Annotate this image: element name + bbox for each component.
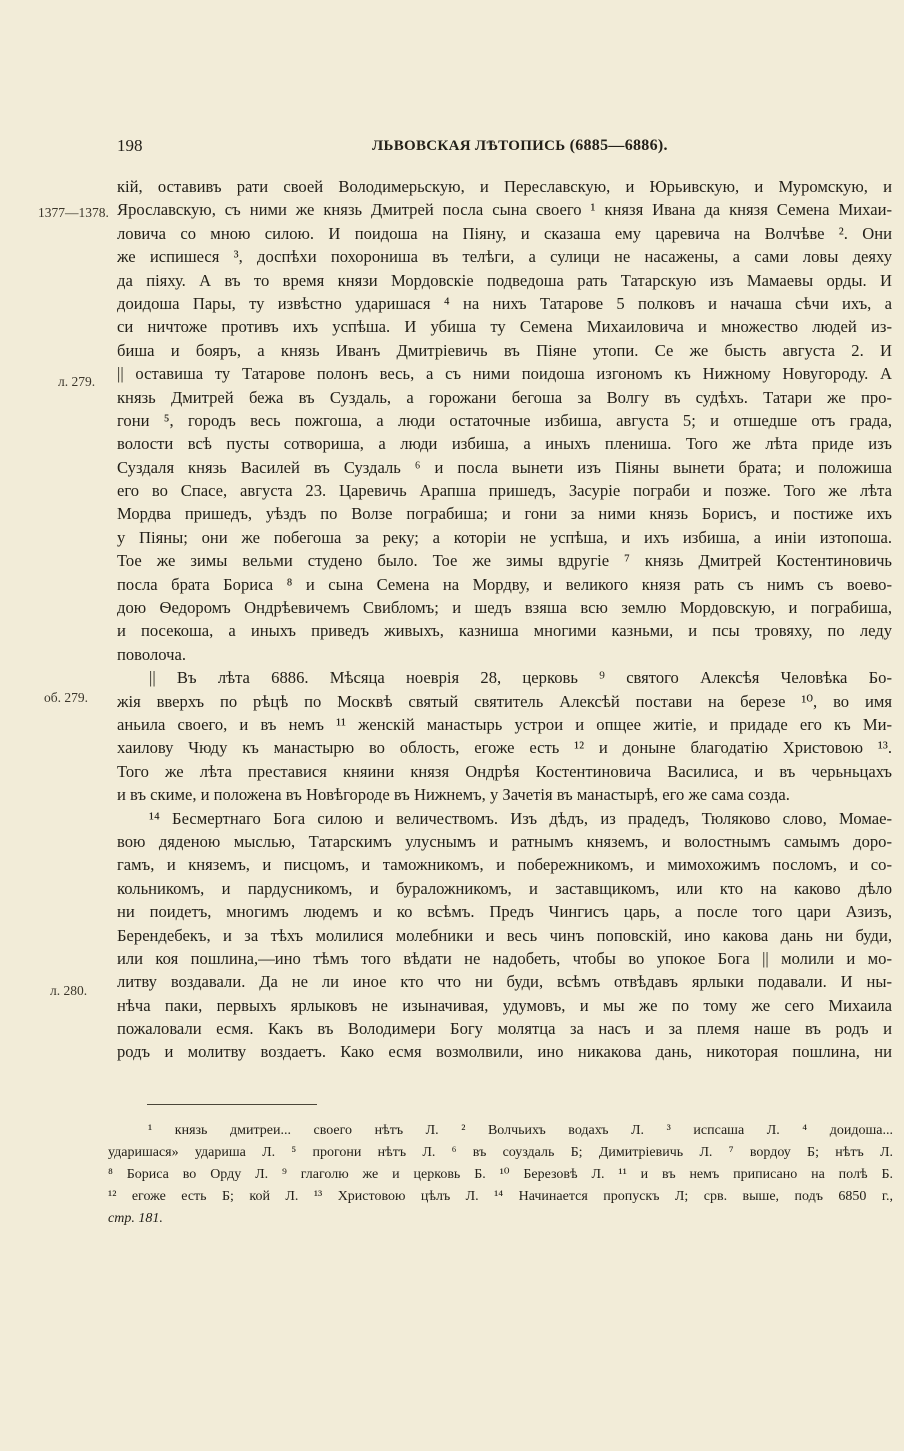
text-line: литву воздавали. Да не ли иное кто что ни буди, всѣмъ отвѣдавъ ярлыки подавали. И ны- xyxy=(117,972,892,992)
text-line: князь Дмитрей бежа въ Суздаль, а горожани бегоша за Волгу въ судѣхъ. Татари же про- xyxy=(117,387,892,407)
text-line: гамъ, и княземъ, и писцомъ, и таможникомъ, и побережникомъ, и мимохожимъ посломъ, и со- xyxy=(117,855,892,875)
footnotes xyxy=(108,1120,893,1230)
margin-note-leaf: л. 279. xyxy=(58,374,96,389)
margin-note-leaf: л. 280. xyxy=(50,983,88,998)
page-header xyxy=(117,136,889,162)
text-line: биша и бояръ, а князь Иванъ Дмитріевичь въ Піяне утопи. Се же бысть августа 2. И xyxy=(117,340,892,360)
text-line: и посекоша, а иныхъ приведъ живыхъ, казниша многими казньми, и псы тровяху, по леду xyxy=(117,621,892,641)
text-line: дою Ѳедоромъ Ондрѣевичемъ Свибломъ; и шедъ взяша всю землю Мордовскую, и пограбиша, xyxy=(117,598,892,618)
text-line: да піяху. А въ то время князи Мордовскіе подведоша рать Татарскую изъ Мамаевы орды. И xyxy=(117,270,892,290)
text-line xyxy=(117,1064,892,1087)
footnote-line: ¹² егоже есть Б; кой Л. ¹³ Христовою цѣлъ Л. ¹⁴ Начинается пропускъ Л; срв. выше, подъ 6850 г., xyxy=(108,1189,893,1204)
text-line: Берендебекъ, и за тѣхъ молилися молебники и весь чинъ поповскій, ино какова дань ни буди, xyxy=(117,925,892,945)
footnote-line: стр. 181. xyxy=(108,1211,163,1226)
text-line: Ярославскую, съ ними же князь Дмитрей посла сына своего ¹ князя Ивана да князя Семена Михаи- xyxy=(117,200,892,220)
running-title-years: (6885—6886). xyxy=(569,137,668,154)
text-line: || Въ лѣта 6886. Мѣсяца ноеврія 28, церковь ⁹ святого Алексѣя Человѣка Бо- xyxy=(149,668,892,688)
page-number: 198 xyxy=(117,136,143,155)
text-line: доидоша Пары, ту извѣстно ударишася ⁴ на нихъ Татарове 5 полковъ и начаша сѣчи ихъ, а xyxy=(117,293,892,313)
text-line: поволоча. xyxy=(117,644,186,664)
text-line: ловича со мною силою. И поидоша на Піяну, и сказаша ему царевича на Волчѣве ². Они xyxy=(117,223,892,243)
text-line: кій, оставивъ рати своей Володимерьскую, и Переславскую, и Юрьивскую, и Муромскую, и xyxy=(117,177,892,196)
text-line: пожаловали есмя. Какъ въ Володимери Богу молятца за насъ и за племя наше въ родъ и xyxy=(117,1019,892,1039)
footnote-line: ударишася» удариша Л. ⁵ прогони нѣтъ Л. ⁶ въ соуздаль Б; Димитріевичь Л. ⁷ вордоу Б; нѣтъ Л. xyxy=(108,1145,893,1160)
text-line: Тое же зимы вельми студено было. Тое же зимы вдругіе ⁷ князь Дмитрей Костентиновичь xyxy=(117,551,892,571)
text-line: нѣча паки, первыхъ ярлыковъ не изыначивая, удумовъ, и мы же по тому же сего Михаила xyxy=(117,995,892,1015)
text-line: Суздаля князь Василей въ Суздаль ⁶ и посла вынети изъ Піяны вынети брата; и положиша xyxy=(117,457,892,477)
footnote-line: ¹ князь дмитреи... своего нѣтъ Л. ² Волчьихъ водахъ Л. ³ испсаша Л. ⁴ доидоша... xyxy=(148,1123,893,1138)
text-line: его во Спасе, августа 23. Царевичь Арапша пришедъ, Засуріе пограби и позже. Того же лѣта xyxy=(117,481,892,501)
text-line: и въ скиме, и положена въ Новѣгороде въ Нижнемъ, у Зачетія въ манастырѣ, его же сама созда. xyxy=(117,785,790,805)
text-line: родъ и молитву воздаетъ. Како есмя возмолвили, ино никакова дань, никоторая пошлина, ни xyxy=(117,1042,892,1062)
footnote-line: ⁸ Бориса во Орду Л. ⁹ глаголю же и церковь Б. ¹⁰ Березовѣ Л. ¹¹ и въ немъ приписано на полѣ Б. xyxy=(108,1167,893,1182)
footnote-divider xyxy=(147,1104,317,1105)
margin-note-leaf-verso: об. 279. xyxy=(44,690,88,705)
text-line: волости всѣ пусты сотвориша, а люди избиша, а иныхъ плениша. Того же лѣта приде изъ xyxy=(117,434,892,454)
running-title-text: ЛЬВОВСКАЯ ЛѢТОПИСЬ xyxy=(372,138,566,154)
text-line: Того же лѣта преставися княини князя Ондрѣя Костентиновича Василиса, и въ черьньцахъ xyxy=(117,761,892,781)
running-title xyxy=(372,137,668,155)
text-line: жія вверхъ по рѣцѣ по Москвѣ святый святитель Алексѣй постави на березе ¹⁰, во имя xyxy=(117,691,892,711)
text-line: гони ⁵, городъ весь пожгоша, а люди остаточные избиша, августа 5; и отшедше отъ града, xyxy=(117,410,892,430)
text-line: ¹⁴ Бесмертнаго Бога силою и величествомъ. Изъ дѣдъ, из прадедъ, Тюляково слово, Момае- xyxy=(149,808,892,828)
text-line: же испишеся ³, доспѣхи похорониша въ телѣги, а сулици не насажены, а сами ловы деяху xyxy=(117,247,892,267)
text-line: си ничтоже противъ ихъ успѣша. И убиша ту Семена Михаиловича и множество людей из- xyxy=(117,317,892,337)
text-line: у Піяны; они же побегоша за реку; а которіи не успѣша, и ихъ избиша, а иніи изтопоша. xyxy=(117,527,892,547)
text-line: вою дяденою мыслью, Татарскимъ улуснымъ и ратнымъ княземъ, и волостнымъ самымъ доро- xyxy=(117,831,892,851)
text-line: кольникомъ, и пардусникомъ, и бураложникомъ, и заставщикомъ, или кто на каково дѣло xyxy=(117,878,892,898)
text-line: хаилову Чюду къ манастырю во облость, егоже есть ¹² и доныне благодатію Христовою ¹³. xyxy=(117,738,892,758)
main-text xyxy=(117,175,892,1087)
text-line: посла брата Бориса ⁸ и сына Семена на Мордву, и великого князя рать съ нимъ съ воево- xyxy=(117,574,892,594)
text-line: или коя пошлина,—ино тѣмъ того вѣдати не надобеть, чтобы во упокое Бога || молили и мо- xyxy=(117,948,892,968)
text-line: || оставиша ту Татарове полонъ весь, а съ ними поидоша изгономъ къ Нижному Новугороду. А xyxy=(117,364,892,384)
margin-note-years: 1377—1378. xyxy=(38,205,109,220)
text-line: аньила своего, и въ немъ ¹¹ женскій манастырь устрои и опщее житіе, и придаде его къ Ми- xyxy=(117,714,892,734)
text-line: Мордва пришедъ, уѣздъ по Волзе пограбиша; и гони за ними князь Борисъ, и постиже ихъ xyxy=(117,504,892,524)
text-line: ни поидетъ, многимъ людемъ и ко всѣмъ. Предъ Чингисъ царь, а после того цари Азизъ, xyxy=(117,902,892,922)
